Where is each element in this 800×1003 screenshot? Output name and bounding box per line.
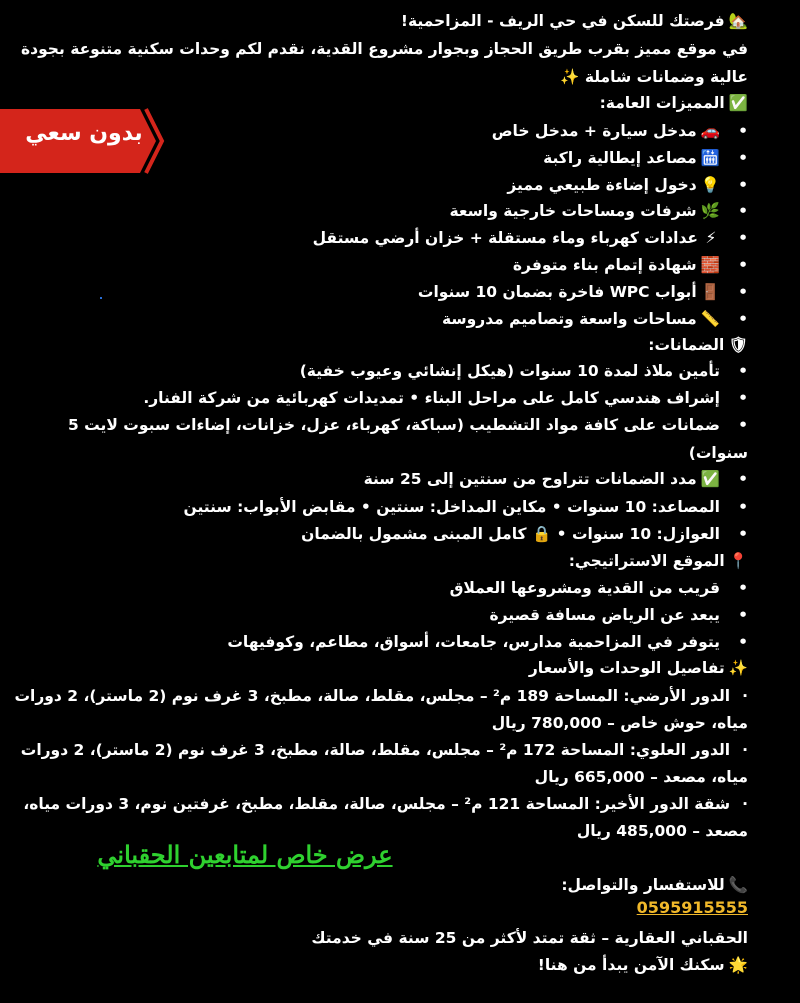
guarantee-item: • العوازل: 10 سنوات • 🔒 كامل المبنى مشمول بالضمان [301, 521, 720, 547]
location-title: 📍الموقع الاستراتيجي: [3, 548, 748, 574]
intro-text-1: في موقع مميز بقرب طريق الحجاز وبجوار مشروع القدية، نقدم لكم وحدات سكنية متنوعة بجودة [20, 40, 748, 58]
brick-icon: 🧱 [700, 256, 720, 274]
location-item: • يبعد عن الرياض مسافة قصيرة [489, 602, 720, 628]
door-icon: 🚪 [700, 283, 720, 301]
leaf-icon: 🌿 [700, 202, 720, 220]
feature-item: • 🚗مدخل سيارة + مدخل خاص [492, 118, 720, 144]
guarantee-item: • ✅مدد الضمانات تتراوح من سنتين إلى 25 سنة [364, 466, 720, 492]
feature-item: • 🚪أبواب WPC فاخرة بضمان 10 سنوات [418, 279, 720, 305]
no-commission-badge [0, 107, 165, 175]
intro-text-2: عالية وضمانات شاملة ✨ [3, 64, 748, 90]
guarantee-item: • المصاعد: 10 سنوات • مكاين المداخل: سنتين • مقابض الأبواب: سنتين [184, 494, 720, 520]
check-icon: ✅ [700, 470, 720, 488]
unit-top-line2: مصعد – 485,000 ريال [576, 822, 748, 840]
bulb-icon: 💡 [700, 176, 720, 194]
unit-ground-line1: ·الدور الأرضي: المساحة 189 م² – مجلس، مقلط، صالة، مطبخ، 3 غرف نوم (2 ماستر)، 2 دورات [14, 687, 748, 705]
feature-item: • 🧱شهادة إتمام بناء متوفرة [513, 252, 720, 278]
unit-upper-line2: مياه، مصعد – 665,000 ريال [534, 768, 748, 786]
features-title: ✅المميزات العامة: [3, 90, 748, 116]
feature-item: • 📏مساحات واسعة وتصاميم مدروسة [442, 306, 720, 332]
check-icon: ✅ [728, 94, 748, 112]
unit-ground-line2: مياه، حوش خاص – 780,000 ريال [491, 714, 748, 732]
location-item: • قريب من القدية ومشروعها العملاق [450, 575, 720, 601]
badge-label: بدون سعي [25, 121, 143, 146]
sparkles-icon: ✨ [560, 68, 580, 86]
guarantee-item: • إشراف هندسي كامل على مراحل البناء • تمديدات كهربائية من شركة الفنار. [143, 385, 720, 411]
sparkles-icon: ✨ [728, 659, 748, 677]
closing-line: 🌟سكنك الآمن يبدأ من هنا! [3, 952, 748, 978]
feature-item: • 💡دخول إضاءة طبيعي مميز [507, 172, 720, 198]
guarantee-item: • ضمانات على كافة مواد التشطيب (سباكة، كهرباء، عزل، خزانات، إضاءات سبوت لايت 5 [68, 412, 720, 438]
house-icon: 🏡 [728, 12, 748, 30]
pin-icon: 📍 [728, 552, 748, 570]
phone-number-link[interactable]: 0595915555 [636, 898, 748, 917]
stray-dot [100, 297, 102, 299]
special-offer-banner: عرض خاص لمتابعين الحقباني [97, 840, 393, 869]
guarantees-title: 🛡الضمانات: [3, 332, 748, 358]
ruler-icon: 📏 [700, 310, 720, 328]
feature-item: • 🌿شرفات ومساحات خارجية واسعة [450, 198, 720, 224]
phone-icon: 📞 [728, 876, 748, 894]
feature-item: • ⚡عدادات كهرباء وماء مستقلة + خزان أرضي مستقل [313, 225, 720, 251]
unit-top-line1: ·شقة الدور الأخير: المساحة 121 م² – مجلس، صالة، مقلط، مطبخ، غرفتين نوم، 3 دورات مياه، [23, 795, 748, 813]
feature-item: • 🛗مصاعد إيطالية راكبة [543, 145, 720, 171]
location-item: • يتوفر في المزاحمية مدارس، جامعات، أسواق، مطاعم، وكوفيهات [227, 629, 720, 655]
lightning-icon: ⚡ [705, 229, 717, 247]
elevator-icon: 🛗 [700, 149, 720, 167]
shield-icon: 🛡 [728, 336, 748, 354]
car-icon: 🚗 [700, 122, 720, 140]
star-icon: 🌟 [728, 956, 748, 974]
agency-tagline: الحقباني العقارية – ثقة تمتد لأكثر من 25 سنة في خدمتك [311, 929, 748, 947]
intro-headline: 🏡فرصتك للسكن في حي الريف - المزاحمية! [3, 8, 748, 34]
guarantee-item-continued: سنوات) [688, 444, 748, 462]
contact-title: 📞للاستفسار والتواصل: [3, 872, 748, 898]
guarantee-item: • تأمين ملاذ لمدة 10 سنوات (هيكل إنشائي وعيوب خفية) [300, 358, 720, 384]
units-title: ✨تفاصيل الوحدات والأسعار [3, 655, 748, 681]
unit-upper-line1: ·الدور العلوي: المساحة 172 م² – مجلس، مقلط، صالة، مطبخ، 3 غرف نوم (2 ماستر)، 2 دورات [20, 741, 748, 759]
